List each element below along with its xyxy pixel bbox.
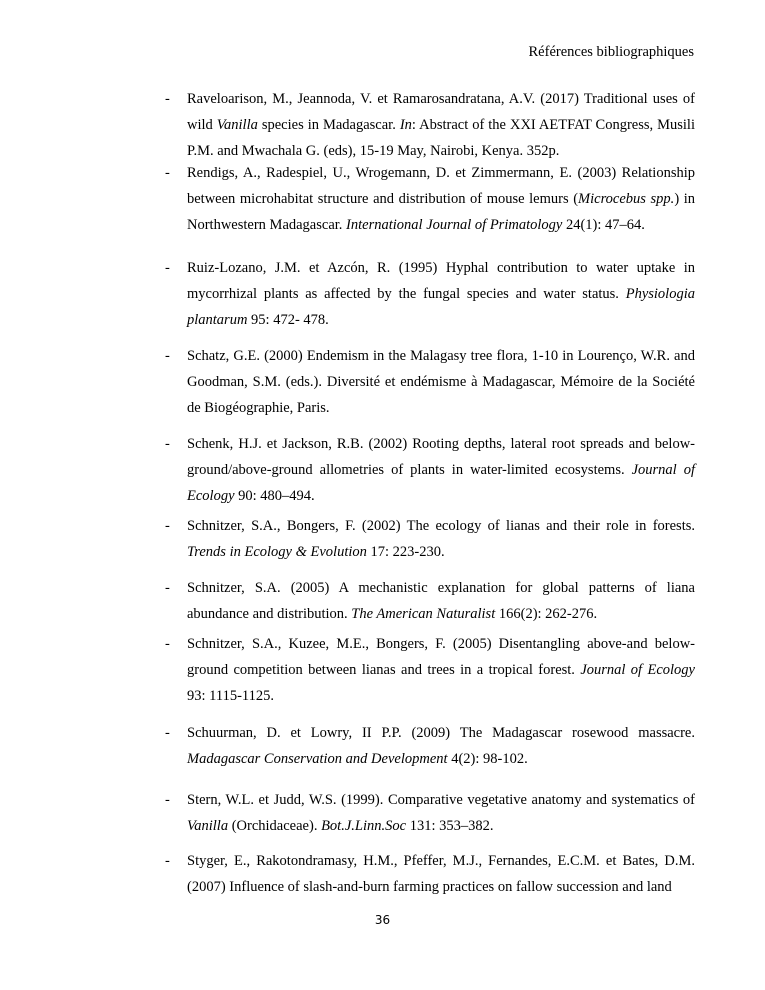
italic-text: The American Naturalist bbox=[351, 606, 496, 622]
list-bullet: - bbox=[165, 853, 170, 869]
text-run: Schnitzer, S.A., Kuzee, M.E., Bongers, F. (2005) Disentangling above-and below-ground competition between lianas and trees in a tropical forest. bbox=[187, 636, 695, 678]
reference-text bbox=[187, 631, 695, 709]
reference-text bbox=[187, 255, 695, 333]
text-run: Ruiz-Lozano, J.M. et Azcón, R. (1995) Hyphal contribution to water uptake in mycorrhizal plants as affected by the fungal species and water status. bbox=[187, 260, 695, 302]
text-run: 166(2): 262-276. bbox=[495, 606, 598, 622]
reference-text bbox=[187, 431, 695, 509]
reference-item bbox=[165, 343, 695, 421]
reference-text bbox=[187, 787, 695, 839]
list-bullet: - bbox=[165, 580, 170, 596]
text-run: ) in Northwestern Madagascar. bbox=[187, 191, 696, 233]
list-bullet: - bbox=[165, 725, 170, 741]
reference-text bbox=[187, 848, 695, 900]
reference-item bbox=[165, 431, 695, 509]
text-run: species in Madagascar. bbox=[257, 117, 400, 133]
reference-item bbox=[165, 720, 695, 772]
text-run: 90: 480–494. bbox=[234, 488, 315, 504]
italic-text: Journal of Ecology bbox=[580, 662, 695, 678]
reference-text bbox=[187, 720, 695, 772]
page-number: 36 bbox=[374, 913, 391, 927]
text-run: Rendigs, A., Radespiel, U., Wrogemann, D. et Zimmermann, E. (2003) Relationship between microhabitat structure and distribution of mouse lemurs ( bbox=[187, 165, 695, 207]
italic-text: Microcebus spp. bbox=[578, 191, 675, 207]
list-bullet: - bbox=[165, 518, 170, 534]
reference-item bbox=[165, 575, 695, 627]
italic-text: Trends in Ecology & Evolution bbox=[187, 544, 367, 560]
text-run: : Abstract of the XXI AETFAT Congress, Musili P.M. and Mwachala G. (eds), 15-19 May, Nairobi, Kenya. 352p. bbox=[187, 117, 695, 159]
reference-text bbox=[187, 343, 695, 421]
text-run: 17: 223-230. bbox=[366, 544, 445, 560]
italic-text: Vanilla bbox=[187, 818, 229, 834]
italic-text: Journal of Ecology bbox=[187, 462, 695, 504]
text-run: 4(2): 98-102. bbox=[447, 751, 528, 767]
text-run: Schenk, H.J. et Jackson, R.B. (2002) Rooting depths, lateral root spreads and below-ground/above-ground allometries of plants in water-limited ecosystems. bbox=[187, 436, 695, 478]
italic-text: In bbox=[399, 117, 412, 133]
reference-item bbox=[165, 631, 695, 709]
list-bullet: - bbox=[165, 260, 170, 276]
list-bullet: - bbox=[165, 792, 170, 808]
reference-text bbox=[187, 513, 695, 565]
list-bullet: - bbox=[165, 91, 170, 107]
reference-item bbox=[165, 787, 695, 839]
text-run: (Orchidaceae). bbox=[228, 818, 322, 834]
text-run: Styger, E., Rakotondramasy, H.M., Pfeffer, M.J., Fernandes, E.C.M. et Bates, D.M. (2007) Influence of slash-and-burn farming practices on fallow succession and land bbox=[187, 853, 695, 895]
text-run: Schnitzer, S.A. (2005) A mechanistic explanation for global patterns of liana abundance and distribution. bbox=[187, 580, 695, 622]
italic-text: Bot.J.Linn.Soc bbox=[321, 818, 407, 834]
text-run: 131: 353–382. bbox=[406, 818, 494, 834]
list-bullet: - bbox=[165, 636, 170, 652]
text-run: Stern, W.L. et Judd, W.S. (1999). Comparative vegetative anatomy and systematics of bbox=[187, 792, 695, 808]
italic-text: International Journal of Primatology bbox=[346, 217, 563, 233]
reference-item bbox=[165, 255, 695, 333]
list-bullet: - bbox=[165, 436, 170, 452]
text-run: Schnitzer, S.A., Bongers, F. (2002) The ecology of lianas and their role in forests. bbox=[187, 518, 695, 534]
text-run: 95: 472- 478. bbox=[247, 312, 329, 328]
text-run: 24(1): 47–64. bbox=[562, 217, 645, 233]
list-bullet: - bbox=[165, 165, 170, 181]
reference-item bbox=[165, 160, 695, 238]
text-run: Schuurman, D. et Lowry, II P.P. (2009) The Madagascar rosewood massacre. bbox=[187, 725, 695, 741]
italic-text: Vanilla bbox=[216, 117, 258, 133]
text-run: Raveloarison, M., Jeannoda, V. et Ramarosandratana, A.V. (2017) Traditional uses of wild bbox=[187, 91, 695, 133]
italic-text: Madagascar Conservation and Development bbox=[187, 751, 448, 767]
text-run: 93: 1115-1125. bbox=[187, 688, 274, 704]
reference-text bbox=[187, 160, 695, 238]
reference-item bbox=[165, 513, 695, 565]
reference-text bbox=[187, 575, 695, 627]
reference-item bbox=[165, 86, 695, 164]
text-run: Schatz, G.E. (2000) Endemism in the Malagasy tree flora, 1-10 in Lourenço, W.R. and Goodman, S.M. (eds.). Diversité et endémisme à Madagascar, Mémoire de la Société de Biogéographie, Paris. bbox=[187, 348, 695, 416]
reference-text bbox=[187, 86, 695, 164]
running-header: Références bibliographiques bbox=[528, 44, 694, 60]
italic-text: Physiologia plantarum bbox=[187, 286, 695, 328]
list-bullet: - bbox=[165, 348, 170, 364]
reference-item bbox=[165, 848, 695, 900]
